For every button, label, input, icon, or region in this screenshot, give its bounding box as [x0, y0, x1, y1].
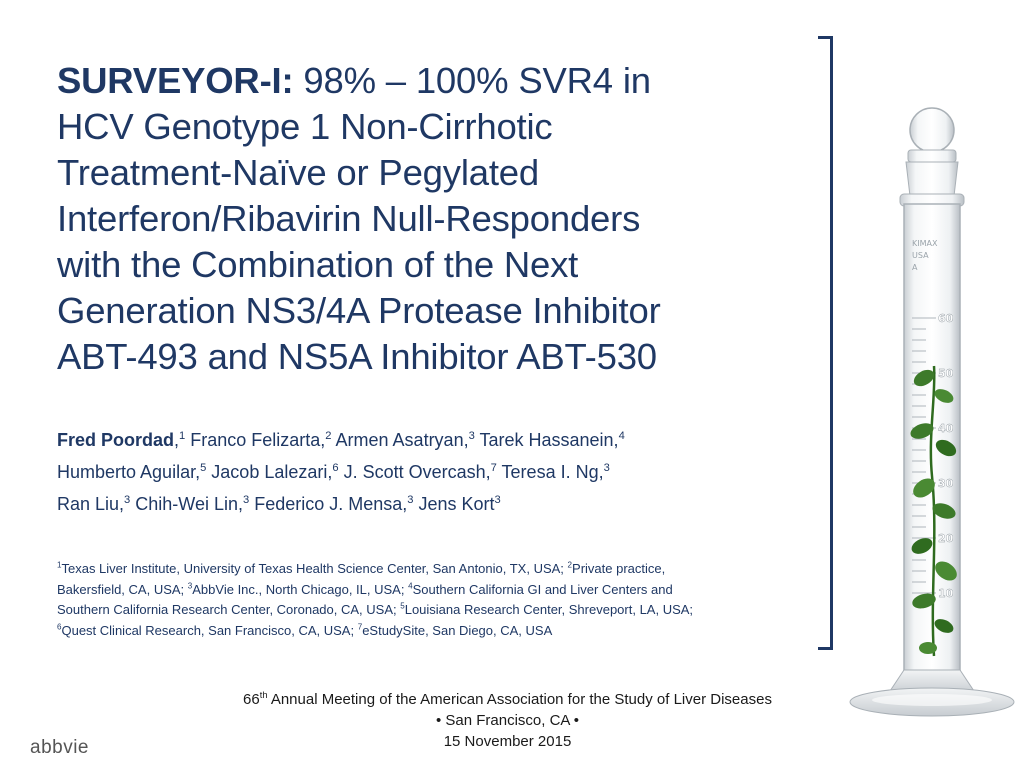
affiliation-sup: 7 — [357, 622, 363, 632]
title-line-4: Interferon/Ribavirin Null-Responders — [57, 198, 641, 239]
cylinder-label-line: USA — [912, 251, 929, 260]
meeting-ordinal-sup: th — [259, 690, 268, 700]
title-line-6: Generation NS3/4A Protease Inhibitor — [57, 290, 661, 331]
stopper-neck — [908, 150, 956, 162]
author-name: J. Scott Overcash, — [338, 462, 491, 482]
cylinder-label-line: KIMAX — [912, 239, 938, 248]
author-name: Franco Felizarta, — [185, 430, 326, 450]
title-line-5: with the Combination of the Next — [57, 244, 579, 285]
affiliation-text: Louisiana Research Center, Shreveport, LA, USA; — [404, 602, 694, 617]
graduation-number: 10 — [938, 587, 954, 600]
title-line-3: Treatment-Naïve or Pegylated — [57, 152, 539, 193]
meeting-info — [180, 689, 835, 752]
author-name: Federico J. Mensa, — [249, 494, 408, 514]
author-name: Chih-Wei Lin, — [130, 494, 243, 514]
author-line-3 — [57, 488, 817, 520]
affiliation-text: eStudySite, San Diego, CA, USA — [362, 622, 553, 638]
study-name: SURVEYOR-I: — [57, 60, 294, 101]
author-sup: 3 — [603, 462, 610, 474]
author-list — [57, 424, 817, 520]
cylinder-label-line: A — [912, 263, 918, 272]
affiliation-text: Quest Clinical Research, San Francisco, CA, USA; — [61, 622, 358, 638]
author-name: Tarek Hassanein, — [474, 430, 619, 450]
affiliation-sup: 4 — [408, 581, 413, 591]
meeting-title: Annual Meeting of the American Association for the Study of Liver Diseases — [267, 691, 772, 708]
author-sup: 2 — [325, 430, 332, 442]
title-line-1 — [57, 58, 797, 104]
title-line-2: HCV Genotype 1 Non-Cirrhotic — [57, 106, 553, 147]
affiliation-text: Bakersfield, CA, USA; — [57, 581, 188, 597]
affiliation-text: Texas Liver Institute, University of Texas Health Science Center, San Antonio, TX, USA; — [61, 561, 568, 576]
meeting-date: 15 November 2015 — [443, 733, 572, 750]
author-line-2 — [57, 456, 817, 488]
abbvie-logo: abbvie — [30, 737, 89, 758]
slide-title — [57, 58, 797, 380]
author-name: Ran Liu, — [57, 494, 125, 514]
affiliation-sup: 5 — [400, 601, 405, 611]
affiliation-sup: 3 — [187, 581, 193, 591]
affiliation-line-2 — [57, 580, 817, 601]
affiliation-sup: 6 — [57, 622, 62, 632]
author-sup: 3 — [494, 494, 501, 506]
affiliation-text: Private practice, — [572, 561, 666, 576]
affiliation-text: AbbVie Inc., North Chicago, IL, USA; — [192, 581, 409, 597]
affiliation-line-1 — [57, 559, 817, 580]
affiliation-sup: 1 — [57, 560, 62, 570]
meeting-ordinal: 66 — [243, 691, 260, 708]
author-sup: 3 — [468, 430, 475, 442]
author-sup: 7 — [490, 462, 497, 474]
meeting-name — [180, 689, 835, 710]
graduation-number: 40 — [938, 422, 954, 435]
graduation-number: 60 — [938, 312, 954, 325]
title-line-1-rest: 98% – 100% SVR4 in — [293, 60, 651, 101]
affiliation-text: Southern California GI and Liver Centers and — [412, 581, 673, 597]
author-name: Armen Asatryan, — [331, 430, 469, 450]
author-sup: 5 — [200, 462, 207, 474]
title-line-7: ABT-493 and NS5A Inhibitor ABT-530 — [57, 336, 657, 377]
author-line-1: Fred Poordad,$^1$ Franco Felizarta,$^2$ Armen Asatryan,$^3$ Tarek Hassanein,$^4$ — [57, 430, 625, 450]
stopper-plug — [906, 162, 958, 196]
presenting-author: Fred Poordad — [57, 430, 175, 450]
author-sup: 4 — [618, 430, 625, 442]
author-sup: 3 — [124, 494, 131, 506]
author-sup: 3 — [407, 494, 414, 506]
graduation-number: 20 — [938, 532, 954, 545]
author-sup: 1 — [179, 430, 186, 442]
author-name: Jacob Lalezari, — [206, 462, 333, 482]
author-name: Jens Kort — [413, 494, 495, 514]
author-sup: 3 — [242, 494, 250, 506]
affiliation-text: Southern California Research Center, Coronado, CA, USA; — [57, 602, 401, 617]
author-sup: 6 — [332, 462, 339, 474]
stopper-knob — [910, 108, 954, 152]
graduated-cylinder-image — [838, 96, 1024, 768]
affiliation-line-4 — [57, 621, 817, 642]
graduation-number: 30 — [938, 477, 954, 490]
affiliation-line-3 — [57, 600, 817, 621]
graduation-number: 50 — [938, 367, 954, 380]
meeting-location: • San Francisco, CA • — [435, 712, 580, 729]
affiliation-sup: 2 — [567, 560, 573, 570]
author-name: Teresa I. Ng, — [496, 462, 604, 482]
affiliations — [57, 559, 817, 641]
decorative-bracket — [818, 36, 833, 650]
author-name: Humberto Aguilar, — [57, 462, 201, 482]
